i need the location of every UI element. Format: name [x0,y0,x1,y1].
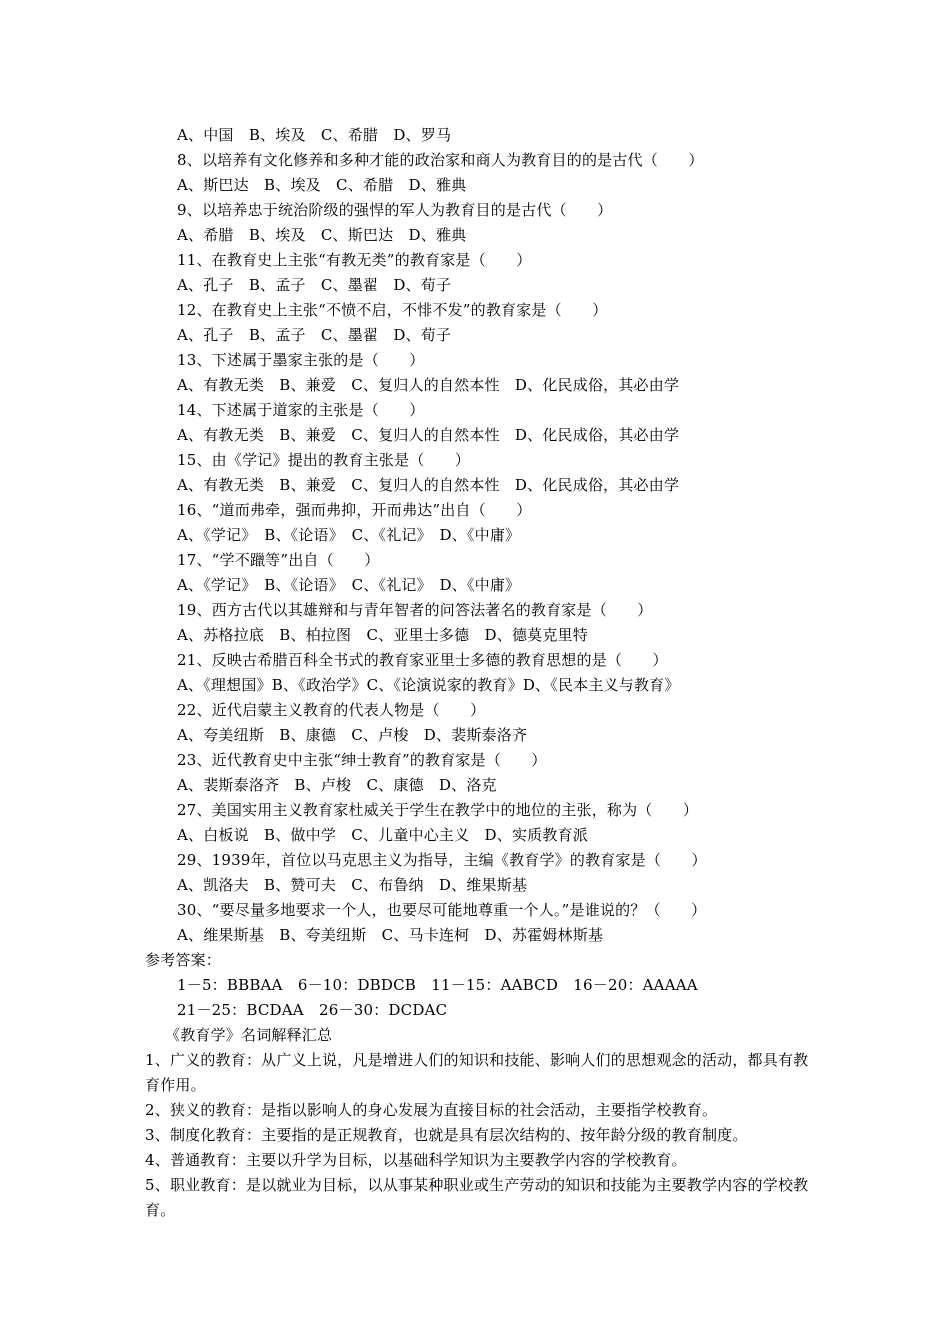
question-line: 16、“道而弗牵，强而弗抑，开而弗达”出自（ ） [177,501,532,519]
question-line: 29、1939年，首位以马克思主义为指导，主编《教育学》的教育家是（ ） [177,851,707,869]
option-line: A、夸美纽斯 B、康德 C、卢梭 D、裴斯泰洛齐 [177,726,528,744]
glossary-item: 1、广义的教育：从广义上说，凡是增进人们的知识和技能、影响人们的思想观念的活动，都具有教育作用。 [145,1051,809,1094]
glossary-item: 3、制度化教育：主要指的是正规教育，也就是具有层次结构的、按年龄分级的教育制度。 [145,1126,748,1144]
glossary-item: 4、普通教育：主要以升学为目标，以基础科学知识为主要教学内容的学校教育。 [145,1151,687,1169]
question-line: 8、以培养有文化修养和多种才能的政治家和商人为教育目的的是古代（ ） [177,151,704,169]
option-line: A、凯洛夫 B、赞可夫 C、布鲁纳 D、维果斯基 [177,876,528,894]
question-line: 9、以培养忠于统治阶级的强悍的军人为教育目的是古代（ ） [177,201,613,219]
option-line: A、希腊 B、埃及 C、斯巴达 D、雅典 [177,226,467,244]
question-line: 12、在教育史上主张“不愤不启，不悱不发”的教育家是（ ） [177,301,608,319]
glossary-title: 《教育学》名词解释汇总 [165,1026,333,1044]
option-line: A、《理想国》B、《政治学》C、《论演说家的教育》D、《民本主义与教育》 [177,676,680,694]
option-line: A、孔子 B、孟子 C、墨翟 D、荀子 [177,276,452,294]
option-line: A、《学记》 B、《论语》 C、《礼记》 D、《中庸》 [177,576,521,594]
question-line: 30、“要尽量多地要求一个人，也要尽可能地尊重一个人。”是谁说的？（ ） [177,901,707,919]
answers-heading: 参考答案： [145,951,222,969]
option-line: A、苏格拉底 B、柏拉图 C、亚里士多德 D、德莫克里特 [177,626,588,644]
option-line: A、中国 B、埃及 C、希腊 D、罗马 [177,126,452,144]
answers-line: 1－5：BBBAA 6－10：DBDCB 11－15：AABCD 16－20：AAAAA [177,976,698,994]
glossary-item: 5、职业教育：是以就业为目标，以从事某种职业或生产劳动的知识和技能为主要教学内容的学校教育。 [145,1176,809,1219]
option-line: A、有教无类 B、兼爱 C、复归人的自然本性 D、化民成俗，其必由学 [177,476,680,494]
question-line: 19、西方古代以其雄辩和与青年智者的问答法著名的教育家是（ ） [177,601,653,619]
option-line: A、孔子 B、孟子 C、墨翟 D、荀子 [177,326,452,344]
option-line: A、《学记》 B、《论语》 C、《礼记》 D、《中庸》 [177,526,521,544]
question-line: 15、由《学记》提出的教育主张是（ ） [177,451,471,469]
option-line: A、白板说 B、做中学 C、儿童中心主义 D、实质教育派 [177,826,588,844]
question-line: 22、近代启蒙主义教育的代表人物是（ ） [177,701,486,719]
question-line: 13、下述属于墨家主张的是（ ） [177,351,425,369]
option-line: A、维果斯基 B、夸美纽斯 C、马卡连柯 D、苏霍姆林斯基 [177,926,604,944]
option-line: A、有教无类 B、兼爱 C、复归人的自然本性 D、化民成俗，其必由学 [177,376,680,394]
option-line: A、有教无类 B、兼爱 C、复归人的自然本性 D、化民成俗，其必由学 [177,426,680,444]
glossary-item: 2、狭义的教育：是指以影响人的身心发展为直接目标的社会活动，主要指学校教育。 [145,1101,718,1119]
option-line: A、裴斯泰洛齐 B、卢梭 C、康德 D、洛克 [177,776,497,794]
question-line: 11、在教育史上主张“有教无类”的教育家是（ ） [177,251,532,269]
question-line: 21、反映古希腊百科全书式的教育家亚里士多德的教育思想的是（ ） [177,651,668,669]
answers-line: 21－25：BCDAA 26－30：DCDAC [177,1001,448,1019]
question-line: 14、下述属于道家的主张是（ ） [177,401,425,419]
option-line: A、斯巴达 B、埃及 C、希腊 D、雅典 [177,176,467,194]
question-line: 23、近代教育史中主张“绅士教育”的教育家是（ ） [177,751,547,769]
question-line: 27、美国实用主义教育家杜威关于学生在教学中的地位的主张，称为（ ） [177,801,699,819]
question-line: 17、“学不躐等”出自（ ） [177,551,380,569]
